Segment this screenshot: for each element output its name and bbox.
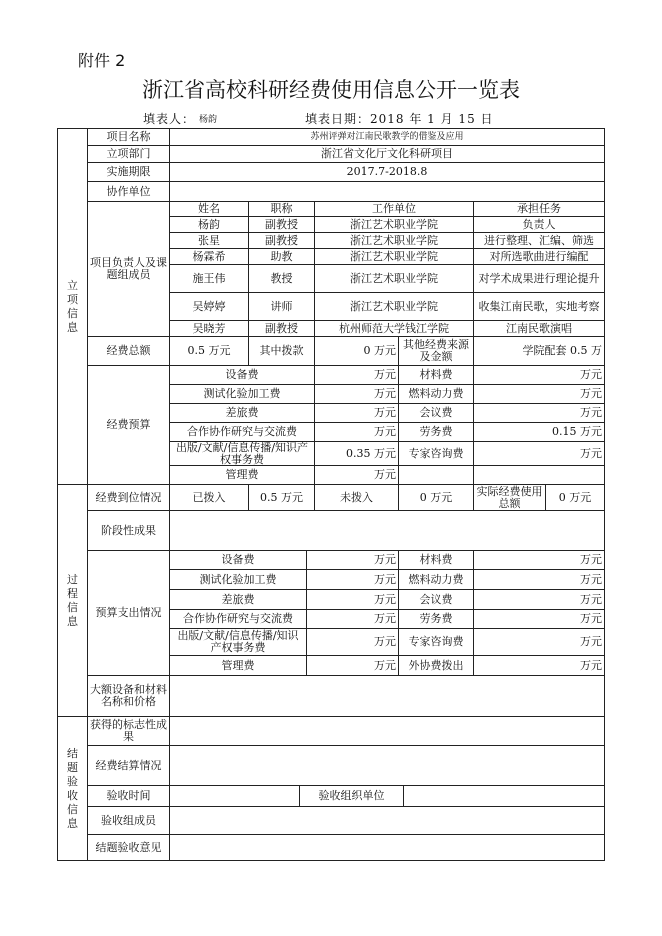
spend-item: 劳务费 bbox=[398, 609, 474, 629]
spend-value: 万元 bbox=[306, 569, 399, 590]
dept-value: 浙江省文化厅文化科研项目 bbox=[169, 145, 605, 163]
member-title: 副教授 bbox=[248, 216, 315, 233]
period-label: 实施期限 bbox=[87, 162, 170, 182]
spend-item: 燃料动力费 bbox=[398, 569, 474, 590]
spend-item: 外协费拨出 bbox=[398, 655, 474, 676]
member-name: 吴晓芳 bbox=[169, 320, 249, 337]
equipment-value[interactable] bbox=[169, 675, 605, 717]
partner-label: 协作单位 bbox=[87, 181, 170, 202]
member-name: 张星 bbox=[169, 232, 249, 249]
budget-value: 万元 bbox=[314, 465, 399, 485]
pending-label: 未拨入 bbox=[314, 484, 399, 511]
member-title: 副教授 bbox=[248, 320, 315, 337]
stage-value[interactable] bbox=[169, 510, 605, 551]
page-title: 浙江省高校科研经费使用信息公开一览表 bbox=[142, 78, 520, 102]
spend-value: 万元 bbox=[473, 550, 605, 570]
member-unit: 杭州师范大学钱江学院 bbox=[314, 320, 474, 337]
received-label: 已拨入 bbox=[169, 484, 249, 511]
member-task: 进行整理、汇编、筛选 bbox=[473, 232, 605, 249]
spend-value: 万元 bbox=[473, 589, 605, 610]
acceptance-opinion-label: 结题验收意见 bbox=[87, 834, 170, 861]
spend-item: 合作协作研究与交流费 bbox=[169, 609, 307, 629]
acceptance-time-value[interactable] bbox=[169, 785, 300, 807]
spend-item: 材料费 bbox=[398, 550, 474, 570]
filler-label: 填表人： bbox=[143, 112, 196, 126]
member-task: 江南民歌演唱 bbox=[473, 320, 605, 337]
used-value: 0 万元 bbox=[545, 484, 605, 511]
achievement-value[interactable] bbox=[169, 716, 605, 746]
spend-item: 测试化验加工费 bbox=[169, 569, 307, 590]
member-name: 施王伟 bbox=[169, 264, 249, 293]
member-title: 讲师 bbox=[248, 292, 315, 321]
spend-value: 万元 bbox=[473, 628, 605, 656]
section-process-label: 过程信息 bbox=[67, 572, 78, 628]
stage-label: 阶段性成果 bbox=[87, 510, 170, 551]
member-task: 对学术成果进行理论提升 bbox=[473, 264, 605, 293]
budget-item: 燃料动力费 bbox=[398, 384, 474, 404]
member-unit: 浙江艺术职业学院 bbox=[314, 232, 474, 249]
budget-item: 劳务费 bbox=[398, 422, 474, 442]
col-header-title: 职称 bbox=[248, 201, 315, 217]
section-project bbox=[57, 128, 88, 485]
fill-date: 填表日期：2018 年 1 月 15 日 bbox=[305, 112, 494, 126]
budget-item: 差旅费 bbox=[169, 403, 315, 423]
budget-item: 材料费 bbox=[398, 365, 474, 385]
col-header-unit: 工作单位 bbox=[314, 201, 474, 217]
members-label: 项目负责人及课题组成员 bbox=[87, 201, 170, 337]
spend-item: 差旅费 bbox=[169, 589, 307, 610]
col-header-task: 承担任务 bbox=[473, 201, 605, 217]
spend-label: 预算支出情况 bbox=[87, 550, 170, 676]
attachment-label: 附件 2 bbox=[78, 51, 126, 70]
period-value: 2017.7-2018.8 bbox=[169, 162, 605, 182]
acceptance-org-label: 验收组织单位 bbox=[299, 785, 404, 807]
spend-value: 万元 bbox=[473, 569, 605, 590]
member-name: 杨霖希 bbox=[169, 248, 249, 265]
grant-label: 其中拨款 bbox=[248, 336, 315, 366]
total-label: 经费总额 bbox=[87, 336, 170, 366]
settlement-value[interactable] bbox=[169, 745, 605, 786]
acceptance-opinion-value[interactable] bbox=[169, 834, 605, 861]
budget-item bbox=[398, 465, 474, 485]
spend-item: 出版/文献/信息传播/知识产权事务费 bbox=[169, 628, 307, 656]
budget-value: 万元 bbox=[314, 403, 399, 423]
grant-value: 0 万元 bbox=[314, 336, 399, 366]
section-project-label: 立项信息 bbox=[67, 278, 78, 334]
spend-item: 专家咨询费 bbox=[398, 628, 474, 656]
section-closing bbox=[57, 716, 88, 861]
filler-name: 杨韵 bbox=[199, 115, 218, 125]
spend-value: 万元 bbox=[306, 609, 399, 629]
budget-label: 经费预算 bbox=[87, 365, 170, 485]
budget-value: 万元 bbox=[473, 441, 605, 466]
budget-item: 合作协作研究与交流费 bbox=[169, 422, 315, 442]
equipment-label: 大额设备和材料名称和价格 bbox=[87, 675, 170, 717]
acceptance-members-value[interactable] bbox=[169, 806, 605, 835]
member-unit: 浙江艺术职业学院 bbox=[314, 264, 474, 293]
project-name-label: 项目名称 bbox=[87, 128, 170, 146]
partner-value bbox=[169, 181, 605, 202]
budget-value: 万元 bbox=[473, 403, 605, 423]
other-funding-label: 其他经费来源及金额 bbox=[398, 336, 474, 366]
spend-value: 万元 bbox=[473, 655, 605, 676]
budget-item: 测试化验加工费 bbox=[169, 384, 315, 404]
member-task: 对所选歌曲进行编配 bbox=[473, 248, 605, 265]
pending-value: 0 万元 bbox=[398, 484, 474, 511]
settlement-label: 经费结算情况 bbox=[87, 745, 170, 786]
acceptance-members-label: 验收组成员 bbox=[87, 806, 170, 835]
member-name: 杨韵 bbox=[169, 216, 249, 233]
spend-value: 万元 bbox=[306, 550, 399, 570]
member-task: 负责人 bbox=[473, 216, 605, 233]
budget-value bbox=[473, 465, 605, 485]
spend-value: 万元 bbox=[473, 609, 605, 629]
spend-value: 万元 bbox=[306, 589, 399, 610]
budget-value: 万元 bbox=[473, 365, 605, 385]
section-process bbox=[57, 484, 88, 717]
acceptance-time-label: 验收时间 bbox=[87, 785, 170, 807]
spend-item: 会议费 bbox=[398, 589, 474, 610]
budget-value: 万元 bbox=[314, 384, 399, 404]
achievement-label: 获得的标志性成果 bbox=[87, 716, 170, 746]
member-unit: 浙江艺术职业学院 bbox=[314, 248, 474, 265]
member-name: 吴婷婷 bbox=[169, 292, 249, 321]
dept-label: 立项部门 bbox=[87, 145, 170, 163]
member-title: 助教 bbox=[248, 248, 315, 265]
member-task: 收集江南民歌，实地考察 bbox=[473, 292, 605, 321]
total-value: 0.5 万元 bbox=[169, 336, 249, 366]
project-name-value: 苏州评弹对江南民歌教学的借鉴及应用 bbox=[169, 128, 605, 146]
budget-item: 专家咨询费 bbox=[398, 441, 474, 466]
budget-value: 万元 bbox=[314, 422, 399, 442]
used-label: 实际经费使用总额 bbox=[473, 484, 546, 511]
budget-item: 设备费 bbox=[169, 365, 315, 385]
spend-item: 管理费 bbox=[169, 655, 307, 676]
budget-value: 0.35 万元 bbox=[314, 441, 399, 466]
budget-item: 管理费 bbox=[169, 465, 315, 485]
spend-item: 设备费 bbox=[169, 550, 307, 570]
member-unit: 浙江艺术职业学院 bbox=[314, 292, 474, 321]
member-unit: 浙江艺术职业学院 bbox=[314, 216, 474, 233]
arrival-label: 经费到位情况 bbox=[87, 484, 170, 511]
budget-value: 万元 bbox=[314, 365, 399, 385]
section-closing-label: 结题验收信息 bbox=[67, 746, 78, 830]
spend-value: 万元 bbox=[306, 655, 399, 676]
member-title: 副教授 bbox=[248, 232, 315, 249]
budget-item: 会议费 bbox=[398, 403, 474, 423]
received-value: 0.5 万元 bbox=[248, 484, 315, 511]
member-title: 教授 bbox=[248, 264, 315, 293]
col-header-name: 姓名 bbox=[169, 201, 249, 217]
budget-item: 出版/文献/信息传播/知识产权事务费 bbox=[169, 441, 315, 466]
spend-value: 万元 bbox=[306, 628, 399, 656]
budget-value: 万元 bbox=[473, 384, 605, 404]
other-funding-value: 学院配套 0.5 万 bbox=[473, 336, 605, 366]
acceptance-org-value[interactable] bbox=[403, 785, 605, 807]
budget-value: 0.15 万元 bbox=[473, 422, 605, 442]
